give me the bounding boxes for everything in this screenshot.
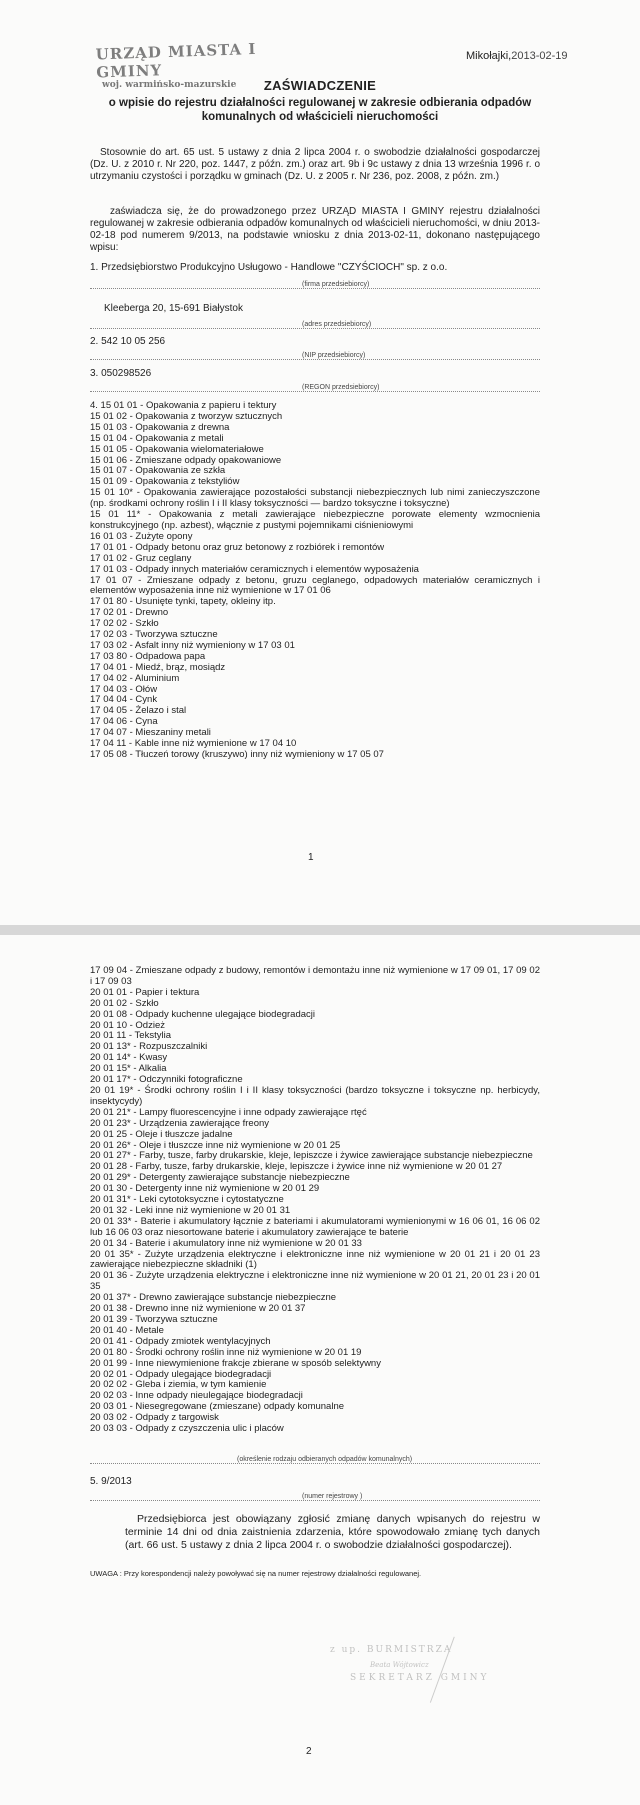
waste-code-item: 15 01 06 - Zmieszane odpady opakowaniowe bbox=[90, 454, 282, 466]
company-address-line bbox=[90, 318, 540, 329]
waste-code-item: 17 03 80 - Odpadowa papa bbox=[90, 650, 206, 662]
company-nip: 2. 542 10 05 256 bbox=[90, 336, 166, 347]
waste-code-item: 20 03 01 - Niesegregowane (zmieszane) odpady komunalne bbox=[90, 1401, 345, 1413]
waste-code-item: 17 04 02 - Aluminium bbox=[90, 672, 180, 684]
waste-code-item: 15 01 07 - Opakowania ze szkła bbox=[90, 465, 226, 477]
waste-code-item: 16 01 03 - Zużyte opony bbox=[90, 530, 193, 542]
waste-code-item: 20 01 25 - Oleje i tłuszcze jadalne bbox=[90, 1128, 233, 1140]
waste-code-item: 20 01 35* - Zużyte urządzenia elektryczne i elektroniczne inne niż wymienione w 20 01 21 i 20 01 23 zawierające niebezpieczne składniki (1) bbox=[90, 1248, 540, 1271]
waste-code-item: 20 01 37* - Drewno zawierające substancje niebezpieczne bbox=[90, 1292, 337, 1304]
waste-code-item: 15 01 11* - Opakowania z metali zawierające niebezpieczne porowate elementy wzmocnienia konstrukcyjnego (np. azbest), włącznie z pustymi pojemnikami ciśnieniowymi bbox=[90, 509, 540, 531]
page-number-1: 1 bbox=[308, 852, 314, 863]
waste-code-item: 15 01 02 - Opakowania z tworzyw sztucznych bbox=[90, 410, 283, 422]
waste-code-item: 20 01 10 - Odzież bbox=[90, 1019, 165, 1031]
place-date bbox=[466, 50, 568, 62]
waste-code-item: 20 01 01 - Papier i tektura bbox=[90, 986, 200, 998]
company-regon: 3. 050298526 bbox=[90, 368, 152, 379]
registry-number: 5. 9/2013 bbox=[90, 1476, 132, 1487]
waste-code-item: 20 01 13* - Rozpuszczalniki bbox=[90, 1041, 208, 1053]
waste-code-item: 20 01 15* - Alkalia bbox=[90, 1063, 167, 1075]
waste-code-list-1 bbox=[90, 401, 540, 761]
waste-code-item: 20 01 41 - Odpady zmiotek wentylacyjnych bbox=[90, 1335, 271, 1347]
waste-code-item: 15 01 03 - Opakowania z drewna bbox=[90, 421, 230, 433]
waste-code-item: 20 01 19* - Środki ochrony roślin I i II klasy toksyczności (bardzo toksyczne i toksyczne np. herbicydy, insektycydy) bbox=[90, 1084, 540, 1107]
waste-code-item: 17 09 04 - Zmieszane odpady z budowy, remontów i demontażu inne niż wymienione w 17 09 01, 17 09 02 i 17 09 03 bbox=[90, 965, 540, 987]
correspondence-note: UWAGA : Przy korespondencji należy powoływać się na numer rejestrowy działalności regulowanej. bbox=[90, 1569, 422, 1578]
waste-code-item: 20 01 14* - Kwasy bbox=[90, 1052, 168, 1064]
company-regon-label: (REGON przedsiebiorcy) bbox=[302, 384, 380, 391]
waste-code-item: 15 01 04 - Opakowania z metali bbox=[90, 432, 224, 444]
waste-code-item: 17 04 06 - Cyna bbox=[90, 716, 158, 728]
waste-code-item: 17 04 05 - Żelazo i stal bbox=[90, 705, 187, 717]
waste-code-item: 17 04 11 - Kable inne niż wymienione w 17 04 10 bbox=[90, 738, 297, 750]
waste-code-item: 15 01 05 - Opakowania wielomateriałowe bbox=[90, 443, 264, 455]
waste-code-item: 17 02 02 - Szkło bbox=[90, 618, 159, 630]
place-name: Mikołajki, bbox=[466, 50, 512, 62]
legal-basis-paragraph: Stosownie do art. 65 ust. 5 ustawy z dnia 2 lipca 2004 r. o swobodzie działalności gospodarczej (Dz. U. z 2010 r. Nr 220, poz. 1447, z późn. zm.) oraz art. 9b i 9c ustawy z dnia 13 września 1996 r. o utrzymaniu czystości i porządku w gminach (Dz. U. z 2005 r. Nr 236, poz. 2008, z późn. zm.) bbox=[90, 147, 540, 182]
waste-code-item: 20 01 99 - Inne niewymienione frakcje zbierane w sposób selektywny bbox=[90, 1357, 381, 1369]
waste-code-item: 20 01 02 - Szkło bbox=[90, 997, 159, 1009]
waste-list-line bbox=[90, 1453, 540, 1464]
page-number-2: 2 bbox=[306, 1746, 312, 1757]
signature-line-1: z up. BURMISTRZA bbox=[330, 1645, 453, 1655]
registry-number-label: (numer rejestrowy ) bbox=[302, 1493, 363, 1500]
waste-list-label: (określenie rodzaju odbieranych odpadów komunalnych) bbox=[237, 1456, 413, 1463]
waste-code-item: 17 01 03 - Odpady innych materiałów ceramicznych i elementów wyposażenia bbox=[90, 563, 419, 575]
company-nip-line bbox=[90, 349, 540, 360]
company-name-line bbox=[90, 278, 540, 289]
waste-code-item: 17 05 08 - Tłuczeń torowy (kruszywo) inny niż wymieniony w 17 05 07 bbox=[90, 749, 384, 760]
company-name: 1. Przedsiębiorstwo Produkcyjno Usługowo - Handlowe "CZYŚCIOCH" sp. z o.o. bbox=[90, 262, 448, 273]
waste-code-item: 17 03 02 - Asfalt inny niż wymieniony w 17 03 01 bbox=[90, 639, 295, 651]
waste-code-item: 17 01 01 - Odpady betonu oraz gruz betonowy z rozbiórek i remontów bbox=[90, 541, 385, 553]
issue-date: 2013-02-19 bbox=[511, 50, 568, 62]
waste-code-item: 20 01 40 - Metale bbox=[90, 1324, 164, 1336]
waste-code-item: 20 02 03 - Inne odpady nieulegające biodegradacji bbox=[90, 1390, 303, 1402]
company-address-label: (adres przedsiebiorcy) bbox=[302, 321, 372, 328]
company-nip-label: (NIP przedsiebiorcy) bbox=[302, 352, 366, 359]
waste-code-item: 15 01 10* - Opakowania zawierające pozostałości substancji niebezpiecznych lub nimi zanieczyszczone (np. środkami ochrony roślin I i II klasy toksyczności — bardzo toksyczne i toksyczne) bbox=[90, 487, 540, 510]
stamp-line-1: URZĄD MIASTA I GMINY bbox=[95, 39, 257, 82]
signature-line-3: SEKRETARZ GMINY bbox=[350, 1673, 490, 1683]
stamp-line-2: woj. warmińsko-mazurskie bbox=[102, 80, 237, 90]
waste-code-item: 20 01 36 - Zużyte urządzenia elektryczne i elektroniczne inne niż wymienione w 20 01 21, 20 01 23 i 20 01 35 bbox=[90, 1270, 540, 1293]
waste-code-item: 20 01 23* - Urządzenia zawierające freony bbox=[90, 1117, 270, 1129]
waste-code-item: 17 02 03 - Tworzywa sztuczne bbox=[90, 629, 218, 641]
certification-paragraph: zaświadcza się, że do prowadzonego przez URZĄD MIASTA I GMINY rejestru działalności regulowanej w zakresie odbierania odpadów komunalnych od właścicieli nieruchomości, w dniu 2013-02-18 pod numerem 9/2013, na podstawie wniosku z dnia 2013-02-11, dokonano następującego wpisu: bbox=[90, 206, 540, 253]
change-notice: Przedsiębiorca jest obowiązany zgłosić zmianę danych wpisanych do rejestru w terminie 14 dni od dnia zaistnienia zdarzenia, które spowodowało zmianę tych danych (art. 66 ust. 5 ustawy z dnia 2 lipca 2004 r. o swobodzie działalności gospodarczej). bbox=[125, 1513, 540, 1551]
document-title: ZAŚWIADCZENIE bbox=[263, 78, 377, 93]
waste-code-item: 20 01 34 - Baterie i akumulatory inne niż wymienione w 20 01 33 bbox=[90, 1237, 362, 1249]
waste-code-item: 17 04 01 - Miedź, brąz, mosiądz bbox=[90, 661, 226, 673]
waste-code-item: 17 02 01 - Drewno bbox=[90, 607, 169, 619]
waste-code-item: 20 01 30 - Detergenty inne niż wymienione w 20 01 29 bbox=[90, 1183, 320, 1195]
waste-code-item: 20 01 31* - Leki cytotoksyczne i cytostatyczne bbox=[90, 1194, 284, 1206]
waste-code-item: 20 02 02 - Gleba i ziemia, w tym kamienie bbox=[90, 1379, 267, 1391]
waste-code-item: 17 04 07 - Mieszaniny metali bbox=[90, 727, 211, 739]
waste-code-item: 20 01 39 - Tworzywa sztuczne bbox=[90, 1314, 218, 1325]
waste-code-item: 17 01 80 - Usunięte tynki, tapety, okleiny itp. bbox=[90, 596, 276, 608]
registry-number-line bbox=[90, 1490, 540, 1501]
waste-code-item: 20 03 03 - Odpady z czyszczenia ulic i placów bbox=[90, 1423, 284, 1435]
waste-code-item: 20 02 01 - Odpady ulegające biodegradacji bbox=[90, 1368, 272, 1380]
waste-code-item: 20 01 32 - Leki inne niż wymienione w 20 01 31 bbox=[90, 1204, 291, 1216]
waste-code-item: 20 01 28 - Farby, tusze, farby drukarskie, kleje, lepiszcze i żywice inne niż wymienione w 20 01 27 bbox=[90, 1161, 503, 1173]
waste-code-item: 20 01 21* - Lampy fluorescencyjne i inne odpady zawierające rtęć bbox=[90, 1106, 367, 1118]
waste-code-item: 20 01 80 - Środki ochrony roślin inne niż wymienione w 20 01 19 bbox=[90, 1346, 362, 1358]
waste-code-item: 17 04 03 - Ołów bbox=[90, 683, 158, 695]
company-regon-line bbox=[90, 381, 540, 392]
waste-code-item: 17 04 04 - Cynk bbox=[90, 694, 158, 706]
waste-code-item: 20 01 11 - Tekstylia bbox=[90, 1030, 171, 1042]
waste-code-item: 20 01 38 - Drewno inne niż wymienione w 20 01 37 bbox=[90, 1303, 306, 1315]
document-subtitle: o wpisie do rejestru działalności regulowanej w zakresie odbierania odpadów komunalnych od właścicieli nieruchomości bbox=[108, 97, 532, 123]
company-name-label: (firma przedsiebiorcy) bbox=[302, 281, 370, 288]
waste-code-item: 20 01 27* - Farby, tusze, farby drukarskie, kleje, lepiszcze i żywice zawierające substancje niebezpieczne bbox=[90, 1150, 533, 1162]
waste-code-item: 17 01 07 - Zmieszane odpady z betonu, gruzu ceglanego, odpadowych materiałów ceramicznych i elementów wyposażenia inne niż wymienione w 17 01 06 bbox=[90, 574, 540, 597]
company-address: Kleeberga 20, 15-691 Białystok bbox=[104, 303, 243, 314]
waste-code-item: 17 01 02 - Gruz ceglany bbox=[90, 552, 192, 564]
signature-stamp bbox=[330, 1645, 530, 1725]
waste-code-item: 20 03 02 - Odpady z targowisk bbox=[90, 1412, 219, 1424]
signature-line-2: Beata Wójtowicz bbox=[370, 1661, 429, 1669]
waste-code-item: 4. 15 01 01 - Opakowania z papieru i tektury bbox=[90, 400, 277, 411]
waste-code-item: 20 01 08 - Odpady kuchenne ulegające biodegradacji bbox=[90, 1008, 315, 1020]
waste-code-item: 20 01 26* - Oleje i tłuszcze inne niż wymienione w 20 01 25 bbox=[90, 1139, 341, 1151]
waste-code-item: 20 01 17* - Odczynniki fotograficzne bbox=[90, 1074, 243, 1086]
waste-code-item: 20 01 29* - Detergenty zawierające substancje niebezpieczne bbox=[90, 1172, 350, 1184]
waste-code-item: 20 01 33* - Baterie i akumulatory łącznie z bateriami i akumulatorami wymienionymi w 16 06 01, 16 06 02 lub 16 06 03 oraz niesortowane baterie i akumulatory zawierające te baterie bbox=[90, 1215, 540, 1238]
waste-code-item: 15 01 09 - Opakowania z tekstyliów bbox=[90, 476, 240, 488]
waste-code-list-2 bbox=[90, 966, 540, 1435]
